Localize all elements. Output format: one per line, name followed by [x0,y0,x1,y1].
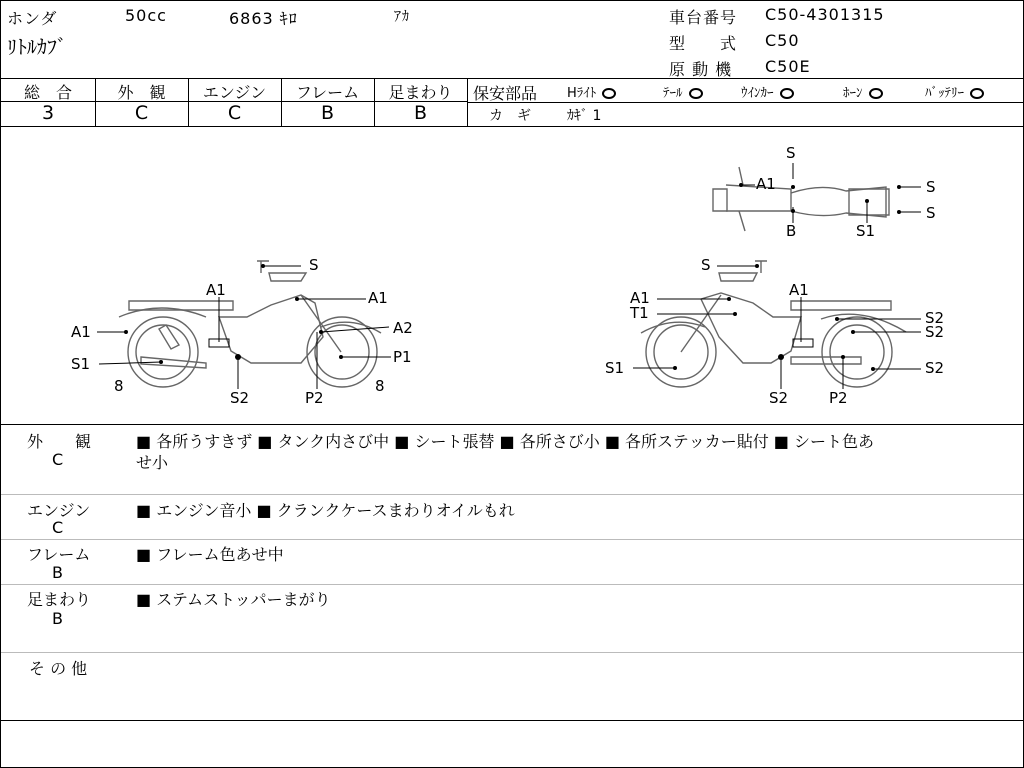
label-s1-top: S1 [856,222,876,240]
safety-item-label: ｳｲﾝｶｰ [741,86,774,101]
divider [1,539,1023,540]
label-p2-right: P2 [829,389,848,407]
safety-item-label: ﾊﾞｯﾃﾘｰ [925,86,964,101]
label-a1-top: A1 [756,175,776,193]
divider [467,78,468,126]
label-s-top-rear1: S [926,178,936,196]
displacement: 50cc [125,6,167,25]
label-a1-seat-right: A1 [789,281,809,299]
remark-grade-engine: C [52,518,64,537]
divider [1,78,1023,79]
grade-label-engine: エンジン [202,83,267,102]
remark-text-exterior-cont: せ小 [136,453,169,472]
label-8-front: 8 [375,377,385,395]
mileage: 6863 ｷﾛ [229,9,298,28]
remark-label-suspension: 足まわり [27,590,92,609]
remark-label-other: そ の 他 [29,659,88,678]
grade-label-frame: フレーム [295,83,360,102]
label-s2-left: S2 [230,389,250,407]
grade-value-suspension: B [413,102,428,124]
grade-value-exterior: C [134,102,149,124]
safety-item-winker [741,82,794,101]
safety-item-label: ﾃｰﾙ [663,86,683,101]
right-side-bike [641,261,906,387]
divider [467,102,1023,103]
label-s2-rear-top: S2 [925,309,945,327]
remark-text-frame: ■ フレーム色あせ中 [136,545,284,564]
label-a1-front-right: A1 [630,289,650,307]
check-circle-icon [689,88,703,99]
model-name: ﾘﾄﾙｶﾌﾞ [7,35,67,59]
remark-text-exterior: ■ 各所うすきず ■ タンク内さび中 ■ シート張替 ■ 各所さび小 ■ 各所ステッカー貼付 ■ シート色あ [136,432,875,451]
label-a2-front: A2 [393,319,413,337]
engine-type-label: 原 動 機 [669,60,733,79]
divider [1,494,1023,495]
check-circle-icon [970,88,984,99]
safety-parts-title: 保安部品 [473,84,538,103]
grade-value-overall: 3 [41,102,55,124]
engine-type-value: C50E [765,57,811,76]
grade-label-overall: 総 合 [23,83,72,102]
label-b-top: B [786,222,797,240]
check-circle-icon [869,88,883,99]
remark-label-engine: エンジン [27,501,91,520]
grade-value-frame: B [320,102,335,124]
model-type-value: C50 [765,31,800,50]
divider [1,652,1023,653]
check-circle-icon [780,88,794,99]
grade-label-suspension: 足まわり [388,83,453,102]
label-s1-left: S1 [71,355,91,373]
label-t1: T1 [630,304,649,322]
grade-value-engine: C [227,102,242,124]
key-value: ｶｷﾞ 1 [567,108,602,124]
label-s2-rear-mid: S2 [925,323,945,341]
safety-item-headlight [567,82,616,101]
damage-diagram [1,127,1023,424]
label-a1-seat: A1 [206,281,226,299]
label-s2-right: S2 [769,389,789,407]
remark-text-suspension: ■ ステムストッパーまがり [136,590,331,609]
grade-label-exterior: 外 観 [117,83,166,102]
safety-item-battery [925,82,984,101]
divider [1,720,1023,721]
left-side-bike [119,261,381,387]
label-a1-body: A1 [368,289,388,307]
remark-label-exterior: 外 観 [27,432,92,451]
remark-grade-suspension: B [52,609,63,628]
label-s-top-rear2: S [926,204,936,222]
label-a1-rear: A1 [71,323,91,341]
safety-item-taillight [663,82,703,101]
label-s-left: S [309,256,319,274]
safety-item-horn [843,82,883,101]
remark-text-engine: ■ エンジン音小 ■ クランクケースまわりオイルもれ [136,501,515,520]
label-s-top: S [786,144,796,162]
label-p2-left: P2 [305,389,324,407]
remark-grade-exterior: C [52,450,64,469]
label-8-rear: 8 [114,377,124,395]
label-s-right: S [701,256,711,274]
frame-number-label: 車台番号 [669,8,738,27]
remark-label-frame: フレーム [27,545,91,564]
remark-grade-frame: B [52,563,63,582]
leader-lines [97,163,921,389]
maker: ホンダ [7,9,58,28]
label-s2-rear-low: S2 [925,359,945,377]
color: ｱｶ [394,9,410,25]
label-s1-right: S1 [605,359,625,377]
model-type-label: 型 式 [669,34,738,53]
divider [1,584,1023,585]
key-label: カ ギ [489,108,531,124]
frame-number-value: C50-4301315 [765,5,885,24]
safety-item-label: ﾎｰﾝ [843,86,863,101]
check-circle-icon [602,88,616,99]
safety-item-label: Hﾗｲﾄ [567,86,597,101]
label-p1-front: P1 [393,348,412,366]
divider [1,424,1023,425]
